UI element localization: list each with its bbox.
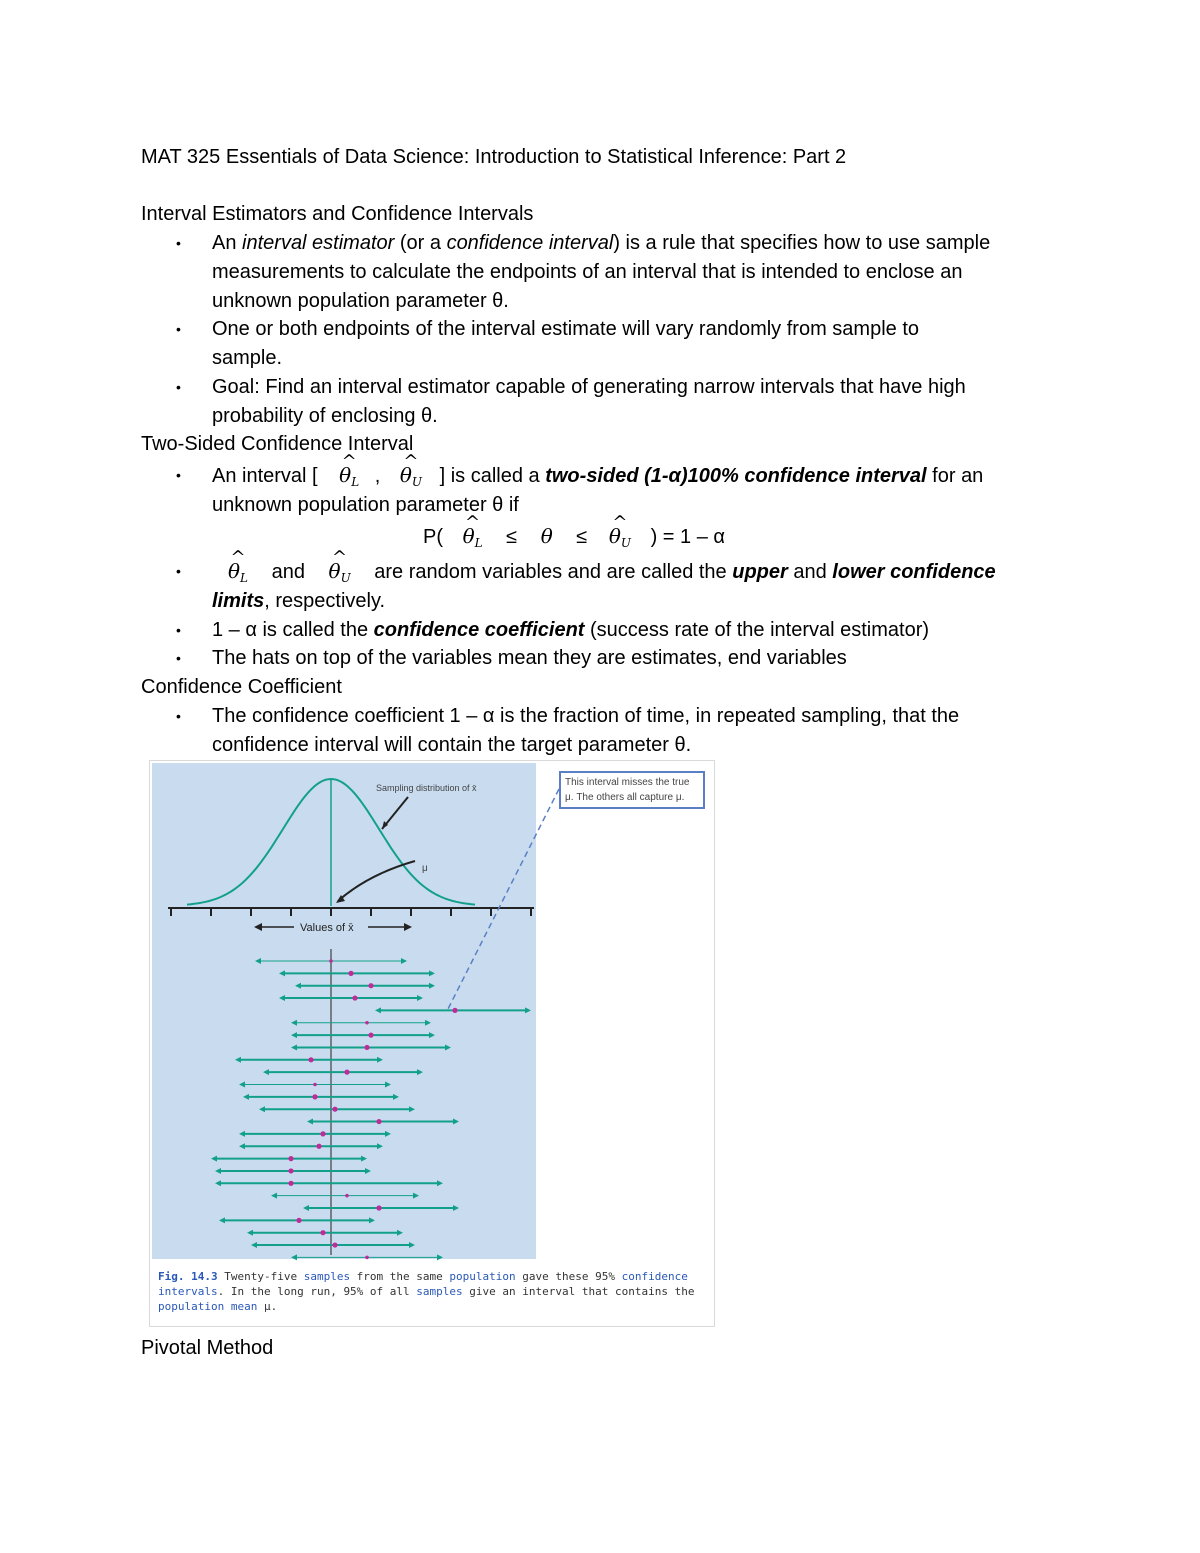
subscript-u: U xyxy=(411,475,423,489)
interval-left-arrowhead xyxy=(247,1230,253,1236)
interval-right-arrowhead xyxy=(401,958,407,964)
figure-caption xyxy=(158,1269,698,1314)
sample-mean-point xyxy=(316,1144,321,1149)
sample-mean-point xyxy=(348,971,353,976)
mu-label: μ xyxy=(422,863,428,874)
interval-right-arrowhead xyxy=(429,983,435,989)
interval-right-arrowhead xyxy=(453,1205,459,1211)
bullet-interval-estimator-line3: unknown population parameter θ. xyxy=(212,290,509,312)
bullet-coef-line1: The confidence coefficient 1 – α is the fraction of time, in repeated sampling, that the xyxy=(212,705,960,727)
text-run: ] is called a xyxy=(439,465,546,487)
bullet-confidence-coefficient xyxy=(212,617,929,643)
subscript-l: L xyxy=(240,571,249,585)
interval-right-arrowhead xyxy=(429,970,435,976)
text-run: P( xyxy=(423,526,443,548)
sample-mean-point xyxy=(312,1094,317,1099)
caption-link: samples xyxy=(303,1270,351,1283)
sample-mean-point xyxy=(329,959,333,963)
interval-right-arrowhead xyxy=(413,1193,419,1199)
caption-fig-number: Fig. 14.3 xyxy=(158,1270,218,1283)
sample-mean-point xyxy=(332,1107,337,1112)
term-confidence-interval: confidence interval xyxy=(446,232,614,254)
interval-right-arrowhead xyxy=(525,1007,531,1013)
interval-right-arrowhead xyxy=(369,1217,375,1223)
sample-mean-point xyxy=(376,1119,381,1124)
callout-connector xyxy=(448,789,559,1009)
caption-text: gave these 95% xyxy=(515,1270,622,1283)
hat-mark: ^ xyxy=(230,547,246,568)
text-run: 1 – α is called the xyxy=(212,619,374,641)
text-run: ) is a rule that specifies how to use sample xyxy=(613,232,991,254)
bullet-limits-line1 xyxy=(212,547,996,591)
bullet-dot: • xyxy=(176,321,181,337)
caption-text: from the same xyxy=(350,1270,450,1283)
bullet-two-sided-line1 xyxy=(212,451,984,495)
interval-left-arrowhead xyxy=(375,1007,381,1013)
intervals-group xyxy=(211,958,531,1260)
interval-left-arrowhead xyxy=(239,1143,245,1149)
theta-symbol: θ xyxy=(540,524,553,548)
figure-confidence-intervals xyxy=(149,760,715,1327)
interval-left-arrowhead xyxy=(215,1180,221,1186)
text-run: are random variables and are called the xyxy=(374,561,733,583)
sample-mean-point xyxy=(368,1033,373,1038)
theta-hat-l xyxy=(462,512,483,556)
theta-symbol: θ xyxy=(328,559,341,583)
bullet-coef-line2: confidence interval will contain the target parameter θ. xyxy=(212,734,692,756)
sample-mean-point xyxy=(313,1083,317,1087)
theta-symbol: θ xyxy=(462,524,475,548)
theta-symbol: θ xyxy=(228,559,241,583)
bullet-dot: • xyxy=(176,467,181,483)
sample-mean-point xyxy=(364,1045,369,1050)
probability-formula xyxy=(423,512,725,556)
bullet-interval-estimator-line1 xyxy=(212,230,990,256)
interval-left-arrowhead xyxy=(239,1082,245,1088)
axis-ticks xyxy=(171,908,531,916)
sample-mean-point xyxy=(308,1057,313,1062)
section-heading-pivotal-method: Pivotal Method xyxy=(141,1337,274,1359)
interval-right-arrowhead xyxy=(377,1143,383,1149)
text-run: An xyxy=(212,232,243,254)
section-heading-interval-estimators: Interval Estimators and Confidence Intervals xyxy=(141,203,534,225)
subscript-l: L xyxy=(474,536,483,550)
interval-left-arrowhead xyxy=(291,1032,297,1038)
interval-right-arrowhead xyxy=(385,1131,391,1137)
sample-mean-point xyxy=(288,1156,293,1161)
interval-left-arrowhead xyxy=(279,970,285,976)
theta-hat-l xyxy=(228,547,249,591)
interval-left-arrowhead xyxy=(291,1044,297,1050)
bullet-endpoints-line1: One or both endpoints of the interval estimate will vary randomly from sample to xyxy=(212,318,919,340)
text-run: and xyxy=(787,561,833,583)
sample-mean-point xyxy=(332,1242,337,1247)
interval-left-arrowhead xyxy=(303,1205,309,1211)
sample-mean-point xyxy=(352,995,357,1000)
text-run: (or a xyxy=(394,232,447,254)
interval-left-arrowhead xyxy=(235,1057,241,1063)
bullet-limits-line2 xyxy=(212,588,385,614)
bullet-dot: • xyxy=(176,708,181,724)
interval-right-arrowhead xyxy=(409,1242,415,1248)
bullet-interval-estimator-line2: measurements to calculate the endpoints of an interval that is intended to enclose an xyxy=(212,261,963,283)
interval-right-arrowhead xyxy=(429,1032,435,1038)
sample-mean-point xyxy=(288,1181,293,1186)
axis-label: Values of x̄ xyxy=(300,922,354,934)
interval-right-arrowhead xyxy=(445,1044,451,1050)
bullet-dot: • xyxy=(176,622,181,638)
figure-svg xyxy=(150,761,714,1261)
section-heading-two-sided: Two-Sided Confidence Interval xyxy=(141,433,414,455)
interval-left-arrowhead xyxy=(259,1106,265,1112)
bullet-dot: • xyxy=(176,650,181,666)
theta-hat-u xyxy=(399,451,423,495)
text-run: ≤ xyxy=(506,526,518,548)
bullet-goal-line1: Goal: Find an interval estimator capable of generating narrow intervals that have high xyxy=(212,376,966,398)
arrowhead xyxy=(254,923,262,931)
sample-mean-point xyxy=(376,1205,381,1210)
interval-left-arrowhead xyxy=(211,1156,217,1162)
term-confidence-coefficient: confidence coefficient xyxy=(373,619,585,641)
document-title: MAT 325 Essentials of Data Science: Introduction to Statistical Inference: Part 2 xyxy=(141,146,847,168)
hat-mark: ^ xyxy=(341,451,357,472)
callout-box: This interval misses the true μ. The others all capture μ. xyxy=(559,771,705,809)
hat-mark: ^ xyxy=(403,451,419,472)
text-run: (success rate of the interval estimator) xyxy=(584,619,930,641)
caption-text: . In the long run, 95% of all xyxy=(217,1285,417,1298)
interval-left-arrowhead xyxy=(255,958,261,964)
bullet-goal-line2: probability of enclosing θ. xyxy=(212,405,438,427)
interval-left-arrowhead xyxy=(239,1131,245,1137)
text-run: and xyxy=(271,561,305,583)
interval-right-arrowhead xyxy=(393,1094,399,1100)
term-two-sided-ci: two-sided (1-α)100% confidence interval xyxy=(545,465,927,487)
sampling-distribution-label: Sampling distribution of x̄ xyxy=(376,783,477,793)
interval-left-arrowhead xyxy=(279,995,285,1001)
text-run: ≤ xyxy=(576,526,588,548)
theta-hat-u xyxy=(328,547,351,591)
interval-left-arrowhead xyxy=(215,1168,221,1174)
interval-right-arrowhead xyxy=(385,1082,391,1088)
interval-right-arrowhead xyxy=(361,1156,367,1162)
bullet-hats: The hats on top of the variables mean they are estimates, end variables xyxy=(212,647,847,669)
caption-link: confidence intervals xyxy=(158,1270,688,1298)
interval-right-arrowhead xyxy=(425,1020,431,1026)
hat-mark: ^ xyxy=(612,512,628,533)
sample-mean-point xyxy=(320,1131,325,1136)
interval-left-arrowhead xyxy=(263,1069,269,1075)
arrowhead xyxy=(404,923,412,931)
sample-mean-point xyxy=(452,1008,457,1013)
caption-text: μ. xyxy=(257,1300,278,1313)
subscript-l: L xyxy=(351,475,360,489)
sample-mean-point xyxy=(368,983,373,988)
text-run: ) = 1 – α xyxy=(650,526,725,548)
sample-mean-point xyxy=(365,1021,369,1025)
interval-left-arrowhead xyxy=(291,1020,297,1026)
interval-right-arrowhead xyxy=(437,1180,443,1186)
caption-link: samples xyxy=(416,1285,463,1298)
caption-text: give an interval that contains the xyxy=(462,1285,695,1298)
interval-left-arrowhead xyxy=(295,983,301,989)
interval-left-arrowhead xyxy=(307,1119,313,1125)
sample-mean-point xyxy=(320,1230,325,1235)
section-heading-confidence-coefficient: Confidence Coefficient xyxy=(141,676,342,698)
bullet-dot: • xyxy=(176,379,181,395)
text-run: , respectively. xyxy=(264,590,386,612)
theta-symbol: θ xyxy=(399,463,412,487)
sample-mean-point xyxy=(345,1194,349,1198)
theta-symbol: θ xyxy=(608,524,621,548)
interval-right-arrowhead xyxy=(397,1230,403,1236)
text-run: for an xyxy=(926,465,984,487)
interval-right-arrowhead xyxy=(365,1168,371,1174)
term-limits: limits xyxy=(212,590,265,612)
bullet-endpoints-line2: sample. xyxy=(212,347,283,369)
mu-pointer-arrow xyxy=(338,861,415,901)
bullet-two-sided-line2: unknown population parameter θ if xyxy=(212,494,519,516)
interval-left-arrowhead xyxy=(243,1094,249,1100)
sample-mean-point xyxy=(296,1218,301,1223)
interval-right-arrowhead xyxy=(437,1254,443,1260)
term-upper: upper xyxy=(732,561,788,583)
interval-right-arrowhead xyxy=(417,1069,423,1075)
caption-link: population mean xyxy=(158,1300,258,1313)
theta-hat-l xyxy=(339,451,360,495)
hat-mark: ^ xyxy=(332,547,348,568)
interval-left-arrowhead xyxy=(219,1217,225,1223)
theta-hat-u xyxy=(608,512,632,556)
theta-symbol: θ xyxy=(339,463,352,487)
interval-right-arrowhead xyxy=(377,1057,383,1063)
subscript-u: U xyxy=(340,571,351,585)
subscript-u: U xyxy=(620,536,632,550)
text-run: An interval [ xyxy=(212,465,318,487)
sample-mean-point xyxy=(288,1168,293,1173)
sample-mean-point xyxy=(344,1070,349,1075)
interval-left-arrowhead xyxy=(251,1242,257,1248)
interval-right-arrowhead xyxy=(453,1119,459,1125)
interval-right-arrowhead xyxy=(409,1106,415,1112)
interval-right-arrowhead xyxy=(417,995,423,1001)
interval-left-arrowhead xyxy=(271,1193,277,1199)
term-lower-confidence: lower confidence xyxy=(832,561,996,583)
bullet-dot: • xyxy=(176,235,181,251)
interval-left-arrowhead xyxy=(291,1254,297,1260)
caption-text: Twenty-five xyxy=(217,1270,304,1283)
sample-mean-point xyxy=(365,1256,369,1260)
bullet-dot: • xyxy=(176,563,181,579)
text-run: , xyxy=(374,465,381,487)
caption-link: population xyxy=(449,1270,516,1283)
hat-mark: ^ xyxy=(465,512,481,533)
term-interval-estimator: interval estimator xyxy=(242,232,395,254)
